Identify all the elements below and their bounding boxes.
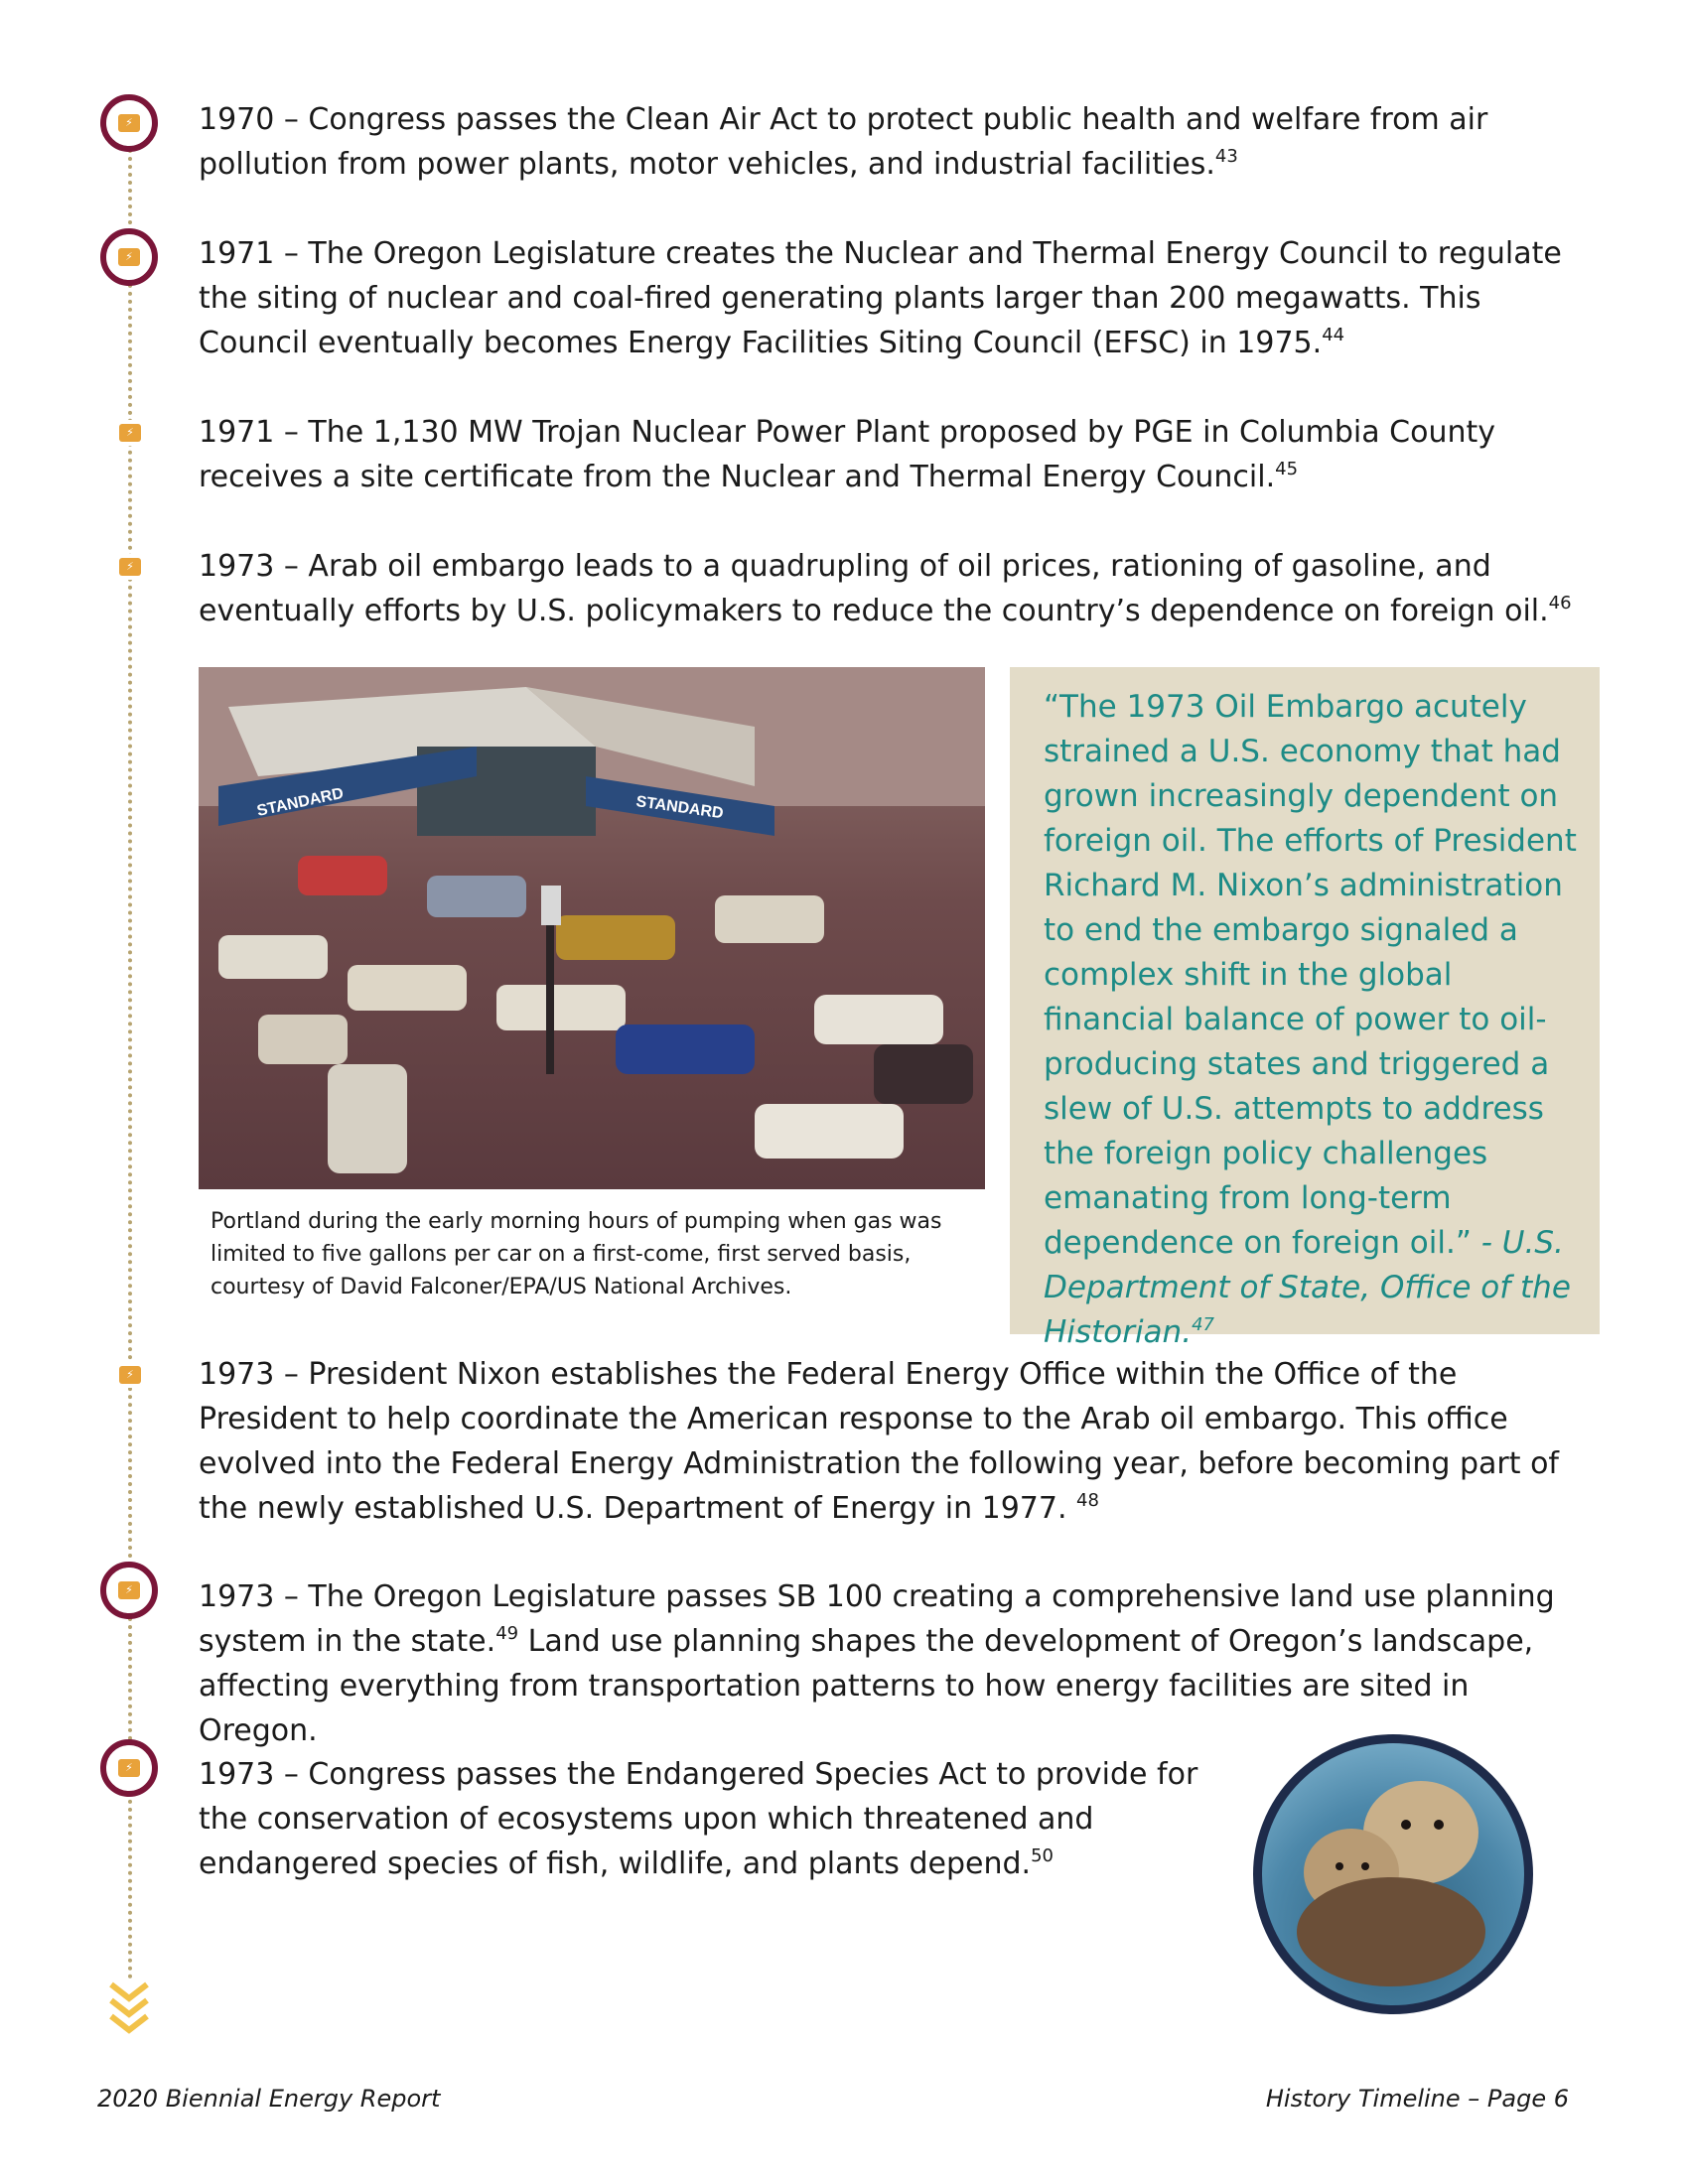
entry-text: 1973 – Congress passes the Endangered Species Act to provide for the conservation of ecosystems upon which threatened and endangered species of fish, wildlife, and plants depend. [199, 1757, 1198, 1881]
timeline-marker-major [100, 1562, 158, 1619]
timeline-marker-minor [117, 1362, 143, 1388]
energy-icon: ⚡ [118, 1759, 140, 1777]
entry-text: 1973 – President Nixon establishes the Federal Energy Office within the Office of the President to help coordinate the American response to the Arab oil embargo. This office evolved into the Federal Energy Administration the following year, before becoming part of the newly established U.S. Department of Energy in 1977. [199, 1357, 1559, 1526]
quote-text: “The 1973 Oil Embargo acutely strained a U.S. economy that had grown increasingly dependent on foreign oil. The efforts of President Richard M. Nixon’s administration to end the embargo signaled a complex shift in the global financial balance of power to oil-producing states and triggered a slew of U.S. attempts to address the foreign policy challenges emanating from long-term dependence on foreign oil.” [1044, 689, 1577, 1261]
timeline-marker-minor [117, 420, 143, 446]
sign-left: STANDARD [255, 784, 346, 820]
photo-caption: Portland during the early morning hours of pumping when gas was limited to five gallons per car on a first-come, first served basis, courtesy of David Falconer/EPA/US National Archives. [211, 1209, 942, 1299]
chevron-down-icon [107, 1980, 151, 2040]
entry-text: 1973 – Arab oil embargo leads to a quadrupling of oil prices, rationing of gasoline, and eventually efforts by U.S. policymakers to reduce the country’s dependence on foreign oil. [199, 549, 1549, 628]
energy-icon: ⚡ [119, 1366, 141, 1384]
footnote-ref: 47 [1192, 1314, 1214, 1335]
footer-page-label: History Timeline – Page 6 [1265, 2085, 1569, 2113]
sea-otter-photo [1253, 1734, 1533, 2014]
energy-icon: ⚡ [119, 558, 141, 576]
timeline-marker-major [100, 94, 158, 152]
footnote-ref: 44 [1322, 325, 1345, 345]
energy-icon: ⚡ [118, 248, 140, 266]
timeline-entry-1971-nuclear-council [199, 231, 1589, 365]
quote-box [1010, 667, 1600, 1350]
timeline-marker-minor [117, 554, 143, 580]
footnote-ref: 45 [1275, 459, 1299, 479]
entry-text: 1971 – The Oregon Legislature creates the Nuclear and Thermal Energy Council to regulate the siting of nuclear and coal-fired generating plants larger than 200 megawatts. This Council eventually becomes Energy Facilities Siting Council (EFSC) in 1975. [199, 236, 1562, 360]
timeline-entry-1973-endangered-species-act [199, 1752, 1231, 1886]
entry-text: 1970 – Congress passes the Clean Air Act to protect public health and welfare from air pollution from power plants, motor vehicles, and industrial facilities. [199, 102, 1488, 182]
gas-station-photo [199, 667, 985, 1189]
timeline-entry-1973-federal-energy-office [199, 1352, 1589, 1531]
timeline-entry-1973-oil-embargo [199, 544, 1589, 633]
gas-station-illustration [199, 667, 985, 1189]
sea-otter-illustration [1262, 1743, 1524, 2005]
footnote-ref: 49 [495, 1623, 519, 1644]
quote-attribution: - U.S. Department of State, Office of the Historian. [1044, 1225, 1571, 1350]
entry-text-continued: Land use planning shapes the development of Oregon’s landscape, affecting everything from transportation patterns to how energy facilities are sited in Oregon. [199, 1624, 1534, 1748]
energy-icon: ⚡ [119, 424, 141, 442]
entry-text: 1973 – The Oregon Legislature passes SB 100 creating a comprehensive land use planning system in the state. [199, 1579, 1555, 1659]
footnote-ref: 48 [1076, 1490, 1099, 1511]
timeline-entry-1973-sb100 [199, 1574, 1589, 1753]
energy-icon: ⚡ [118, 1581, 140, 1599]
timeline-entry-1970-clean-air-act [199, 97, 1589, 187]
footer-report-title: 2020 Biennial Energy Report [97, 2085, 441, 2113]
timeline-marker-major [100, 1739, 158, 1797]
entry-text: 1971 – The 1,130 MW Trojan Nuclear Power Plant proposed by PGE in Columbia County receives a site certificate from the Nuclear and Thermal Energy Council. [199, 415, 1496, 494]
sign-right: STANDARD [634, 793, 725, 823]
timeline-marker-major [100, 228, 158, 286]
footnote-ref: 46 [1548, 593, 1572, 614]
timeline-entry-1971-trojan-plant [199, 410, 1589, 499]
footnote-ref: 50 [1031, 1845, 1054, 1866]
energy-icon: ⚡ [118, 114, 140, 132]
footnote-ref: 43 [1214, 146, 1238, 167]
